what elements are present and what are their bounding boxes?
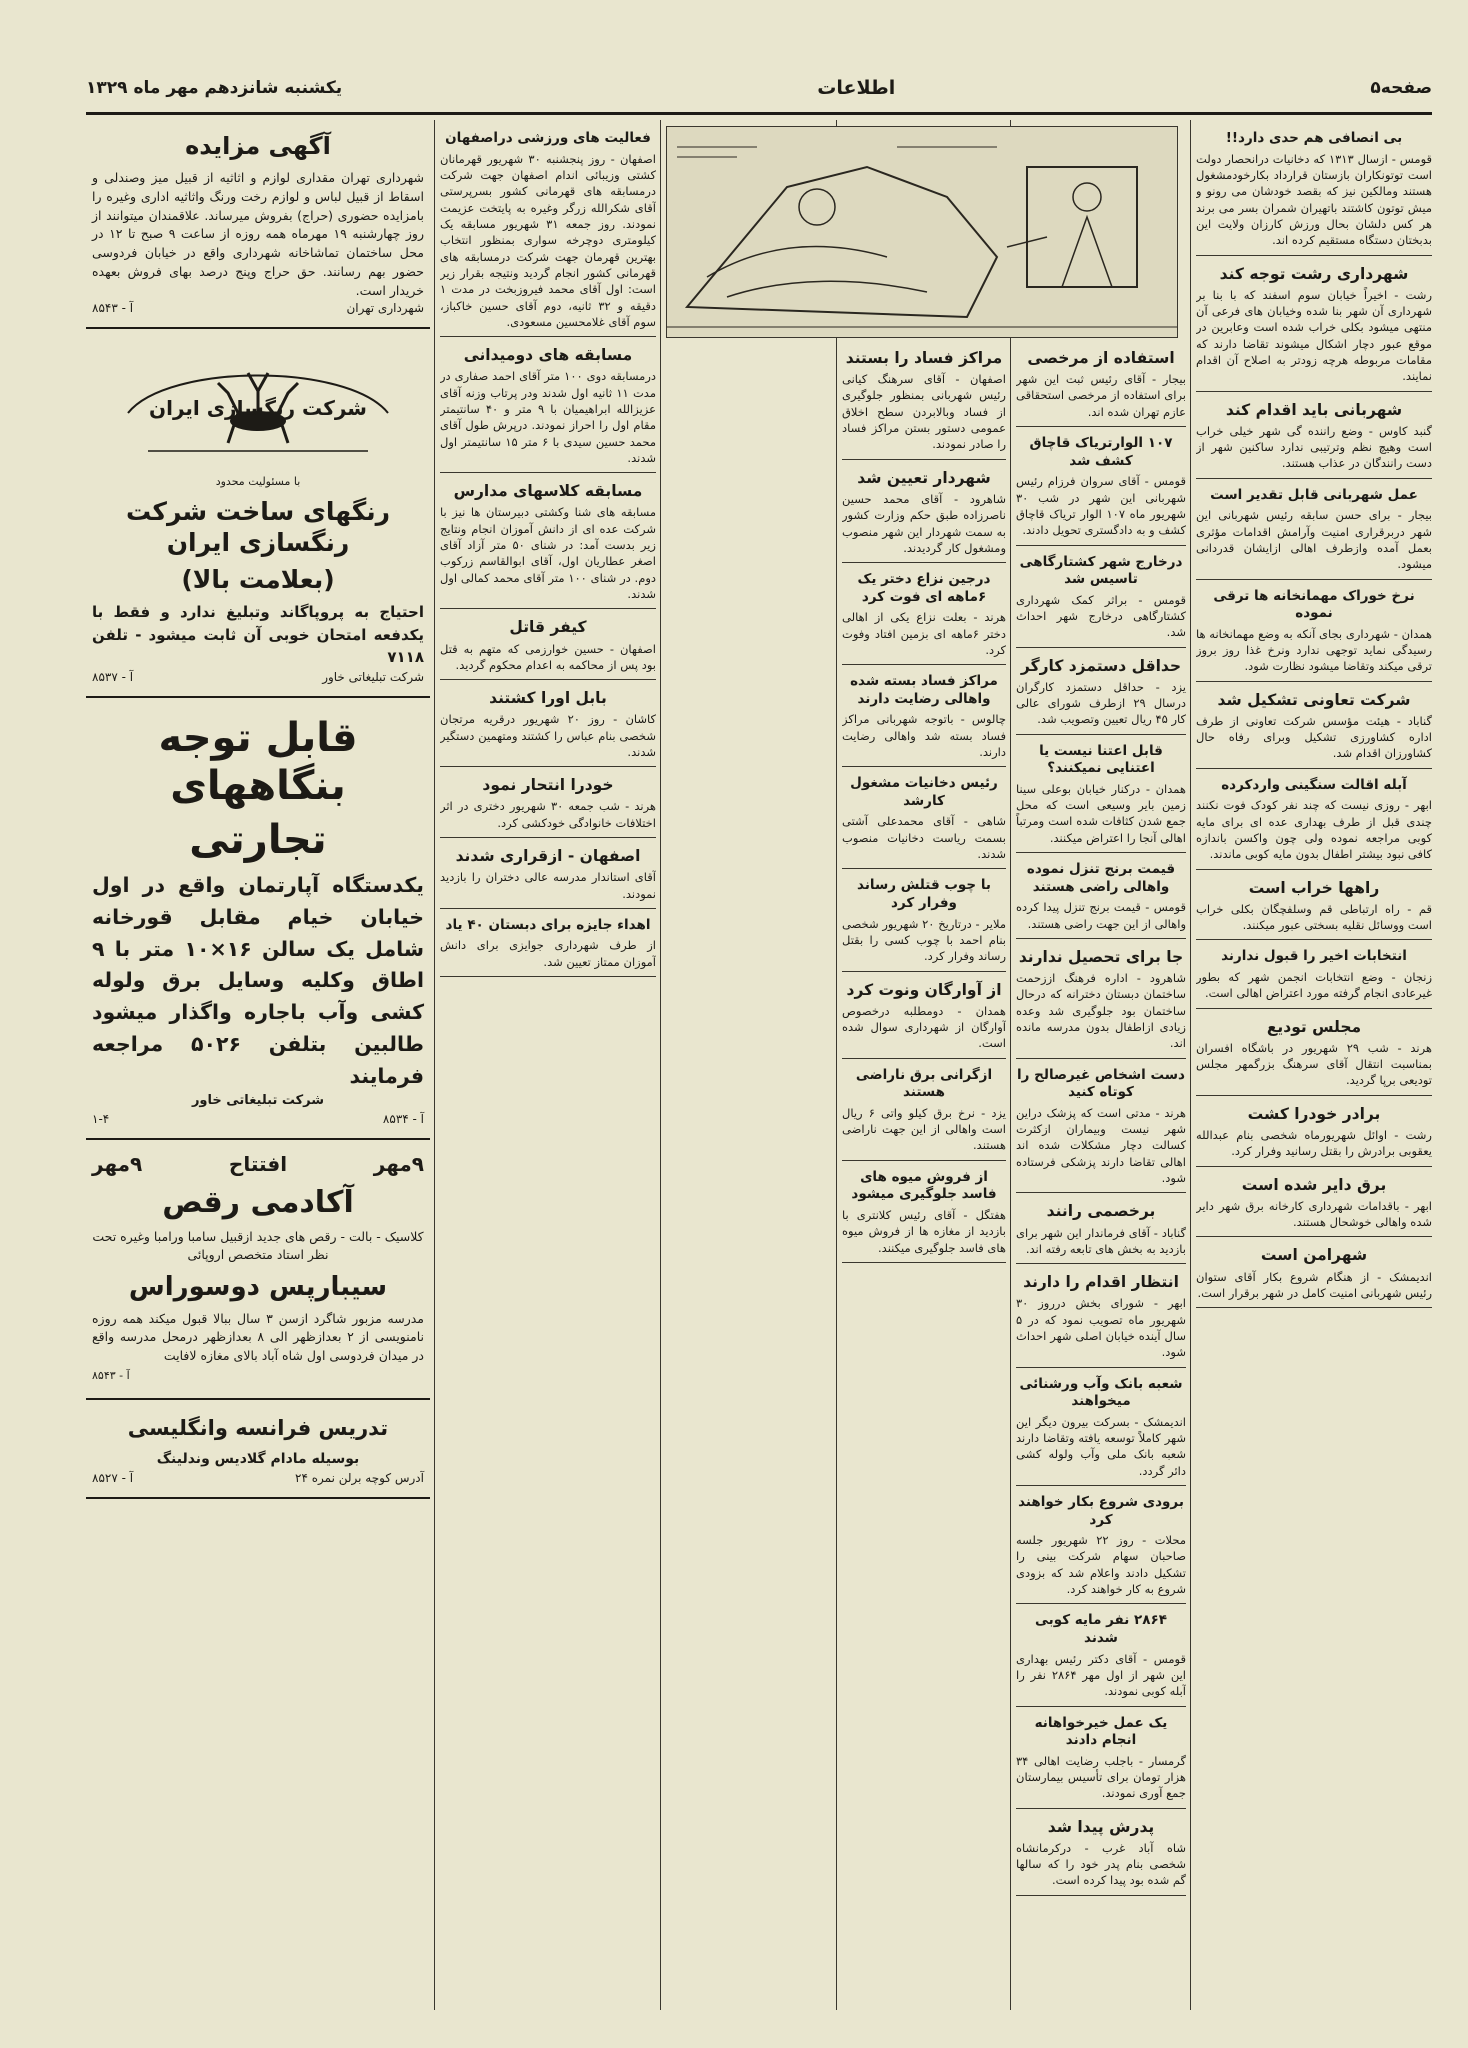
article-body: هرند - شب ۲۹ شهریور در باشگاه افسران بمناسبت انتقال آقای سرهنگ بزرگمهر مجلس تودیعی برپا گردید. (1196, 1040, 1432, 1088)
column-rule (1010, 120, 1011, 2010)
article-headline: حداقل دستمزد کارگر (1020, 656, 1182, 675)
realestate-code: آ - ۸۵۳۴ (382, 1111, 424, 1126)
article-body: گناباد - هیئت مؤسس شرکت تعاونی از طرف اداره کشاورزی تشکیل وبرای رفاه حال کشاورزان اقدام شد. (1196, 713, 1432, 761)
article-body: مسابقه های شنا وکشتی دبیرستان ها نیز با شرکت عده ای از دانش آموزان انجام ونتایج زیر بدست آمد: در شنای ۵۰ متر آزاد آقای اصغر عطاریان اول، آقای ابوالقاسم زرکوب دوم. در شنای ۱۰۰ متر آقای محمد کمالی اول شدند. (440, 505, 656, 602)
article-headline: شهرداری رشت توجه کند (1219, 264, 1409, 283)
article-divider (842, 1160, 1006, 1161)
paint-logo-text: شرکت رنگسازی ایران (149, 395, 367, 420)
article-headline: برخصمی رانند (1046, 1202, 1156, 1221)
article-headline: شرکت تعاونی تشکیل شد (1217, 690, 1411, 709)
article-headline: برادر خودرا کشت (1247, 1104, 1381, 1123)
article-body: ابهر - شورای بخش درروز ۳۰ شهریور ماه تصویب نمود که در ۵ سال آینده خیابان اصلی شهر احداث شود. (1016, 1296, 1186, 1360)
article-body: همدان - درکنار خیابان بوعلی سینا زمین بایر وسیعی است که محل جمع شدن کثافات شده است ومرتباً اهالی آنجا را اعتراض میکنند. (1016, 781, 1186, 845)
article-divider (1016, 1485, 1186, 1486)
article-divider (842, 1262, 1006, 1263)
paint-mark: (بعلامت بالا) (181, 565, 335, 595)
article-headline: انتظار اقدام را دارند (1023, 1273, 1179, 1292)
article-headline: قابل اعتنا نیست یا اعتنایی نمیکنند؟ (1039, 742, 1163, 777)
article-body: شاهی - آقای محمدعلی آشتی بسمت ریاست دخانیات منصوب شدند. (842, 814, 1006, 862)
article-body: قومس - براثر کمک شهرداری کشتارگاهی درخارج شهر احداث شد. (1016, 592, 1186, 640)
article-headline: عمل شهربانی قابل تقدیر است (1210, 486, 1418, 503)
lessons-ad (86, 1407, 430, 1491)
article-headline: ۲۸۶۴ نفر مایه کوبی شدند (1035, 1612, 1167, 1647)
auction-signer: شهرداری تهران (346, 301, 424, 316)
realestate-body: یکدستگاه آپارتمان واقع در اول خیابان خیام مقابل قورخانه شامل یک سالن ۱۶×۱۰ متر با ۹ اطاق وکلیه وسایل برق ولوله کشی وآب باجاره واگذار میشود طالبین بتلفن ۵۰۲۶ مراجعه فرمایند (92, 872, 424, 1088)
lessons-code: آ - ۸۵۲۷ (92, 1471, 134, 1486)
paint-code: آ - ۸۵۳۷ (92, 669, 134, 684)
article-body: قومس - آقای سروان فرزام رئیس شهربانی این شهر در شب ۳۰ شهریور ماه ۱۰۷ الوار تریاک قاچاق کشف و به دادگستری تحویل دادند. (1016, 474, 1186, 538)
lessons-body: بوسیله مادام گلادیس وندلینگ (156, 1451, 360, 1468)
news-column-1 (1196, 122, 1432, 2010)
masthead (86, 64, 1432, 115)
article-headline: از فروش میوه های فاسد جلوگیری میشود (851, 1168, 997, 1203)
lessons-address: آدرس کوچه برلن نمره ۲۴ (295, 1471, 424, 1486)
article-body: کاشان - روز ۲۰ شهریور درقریه مرتجان شخصی بنام عباس را کشتند ومتهمین دستگیر شدند. (440, 712, 656, 759)
article-divider (440, 679, 656, 680)
article-divider (1016, 1263, 1186, 1264)
article-headline: جا برای تحصیل ندارند (1018, 947, 1184, 966)
article-headline: برق دایر شده است (1241, 1175, 1387, 1194)
paint-title: رنگهای ساخت شرکت رنگسازی ایران (125, 496, 391, 557)
auction-body: شهرداری تهران مقداری لوازم و اثاثیه از قبیل میز وصندلی و اسقاط از قبیل لباس و لوازم رخت ورنگ واثاثیه اداری وغیره را بامزایده حضوری (حراج) بفروش میرساند. علاقمندان میتوانند از روز چهارشنبه ۱۹ مهرماه همه روزه از ساعت ۹ صبح تا ۱۲ در محل ساختمان تماشاخانه شهرداری واقع در خیابان فردوسی حضور بهم رسانند. حق حراج وپنج درصد بهای فروش بعهده خریدار است. (92, 170, 424, 298)
article-divider (1196, 1008, 1432, 1009)
article-divider (1196, 869, 1432, 870)
article-headline: راهها خراب است (1248, 878, 1380, 897)
article-divider (1016, 647, 1186, 648)
article-headline: مسابقه های دومیدانی (463, 346, 633, 365)
article-divider (1196, 939, 1432, 940)
article-divider (1196, 1236, 1432, 1237)
article-divider (440, 472, 656, 473)
article-divider (842, 766, 1006, 767)
article-body: درمسابقه دوی ۱۰۰ متر آقای احمد صفاری در مدت ۱۱ ثانیه اول شدند ودر پرتاب وزنه آقای عزیزالله ابراهیمیان با ۹ متر و ۴۰ سانتیمتر مقام اول را احراز نمودند. درپرش طول آقای محمد حسین سیدی با ۶ متر ۱۵ سانتیمتر اول شدند. (440, 369, 656, 465)
dance-ad (86, 1147, 430, 1391)
article-body: هرند - بعلت نزاع یکی از اهالی دختر ۶ماهه ای بزمین افتاد وفوت کرد. (842, 610, 1006, 657)
article-body: اصفهان - روز پنجشنبه ۳۰ شهریور قهرمانان کشتی وزیبائی اندام اصفهان جهت شرکت درمسابقه های قهرمانی کشور بسرپرستی آقای شکرالله زرگر وغیره به پایتخت عزیمت نمودند. روز جمعه ۳۱ شهریور مسابقه یک کیلومتری دوچرخه سواری بمنظور انتخاب بهترین قهرمان جهت شرکت درمسابقه های قهرمانی کشور انجام گردید ونتیجه بقرار زیر است: اول آقای محمد فیروزبخت در مدت ۱ دقیقه و ۳۲ ثانیه، دوم آقای حسین خاکباز، سوم آقای غلامحسین مسعودی. (440, 151, 656, 329)
article-divider (440, 837, 656, 838)
article-headline: بابل اورا کشتند (489, 689, 607, 708)
article-headline: از آوارگان ونوت کرد (846, 980, 1002, 999)
article-divider (1196, 1095, 1432, 1096)
article-divider (1016, 1808, 1186, 1809)
article-body: قومس - ازسال ۱۳۱۳ که دخانیات درانحصار دولت است توتونکاران بازستان قرارداد بکارخودمشغول هستند ومالکین نیز که بقصد خودشان می رونو و میش توتون کاشتند باتهیران شمران بسر می برند هر کس دلشان بحال ورزش کارزان ولایت این بدبختان دستگاه مستقیم کرده اند. (1196, 151, 1432, 248)
article-divider (1196, 255, 1432, 256)
article-divider (1016, 1895, 1186, 1896)
article-headline: برودی شروع بکار خواهند کرد (1018, 1494, 1184, 1528)
article-headline: شهربانی باید اقدام کند (1225, 400, 1403, 419)
article-divider (1196, 1307, 1432, 1308)
article-body: محلات - روز ۲۲ شهریور جلسه صاحبان سهام شرکت بینی را تشکیل دادند واعلام شد که بزودی شروع به کار خواهند کرد. (1016, 1533, 1186, 1597)
article-headline: مجلس تودیع (1266, 1017, 1362, 1036)
article-divider (1016, 1603, 1186, 1604)
page-number: صفحه۵ (1370, 78, 1432, 98)
dance-body2: مدرسه مزبور شاگرد ازسن ۳ سال ببالا قبول میکند همه روزه نامنویسی از ۲ بعدازظهر الی ۸ بعدازظهر درمحل مدرسه واقع در میدان فردوسی اول شاه آباد بالای مغازه لافایت (92, 1310, 425, 1364)
article-body: رشت - اخیراً خیابان سوم اسفند که با بنا بر شهرداری آن شهر بنا شده وخیابان های فرعی آن منتهی میشود بکلی خراب شده است وعابرین در موقع عبور دچار اشکال میشوند تقاضا دارند که مقامات مربوطه هرچه زودتر به اصلاح آن اقدام نمایند. (1196, 287, 1432, 384)
article-headline: نرخ خوراک مهمانخانه ها ترقی نموده (1213, 587, 1415, 622)
ads-column (86, 122, 430, 2010)
article-divider (842, 1058, 1006, 1059)
issue-date: یکشنبه شانزدهم مهر ماه ۱۳۲۹ (86, 78, 343, 98)
article-body: زنجان - وضع انتخابات انجمن شهر که بطور غیرعادی انجام گرفته مورد اعتراض اهالی است. (1196, 970, 1432, 1001)
realestate-num: ۱-۴ (92, 1111, 110, 1126)
article-body: گرمسار - باجلب رضایت اهالی ۳۴ هزار تومان برای تأسیس بیمارستان جمع آوری نمودند. (1016, 1753, 1186, 1801)
article-divider (1196, 579, 1432, 580)
article-headline: فعالیت های ورزشی دراصفهان (445, 130, 651, 146)
paint-body: احتیاج به پروپاگاند وتبلیغ ندارد و فقط با یکدفعه امتحان خوبی آن ثابت میشود - تلفن ۷۱۱۸ (92, 603, 424, 667)
article-body: همدان - دومطلبه درخصوص آوارگان از شهرداری سوال شده است. (842, 1003, 1006, 1051)
article-divider (1016, 734, 1186, 735)
article-divider (1196, 768, 1432, 769)
article-divider (1196, 391, 1432, 392)
article-headline: شعبه بانک وآب ورشنائی میخواهند (1019, 1375, 1183, 1410)
article-headline: ۱۰۷ الوارتریاک قاچاق کشف شد (1029, 435, 1173, 469)
auction-title: آگهی مزایده (185, 132, 331, 160)
article-headline: دست اشخاص غیرصالح را کوتاه کنید (1017, 1066, 1185, 1101)
column-rule (836, 120, 837, 2010)
dance-date-1: ۹مهر (373, 1151, 424, 1176)
column-rule (660, 120, 661, 2010)
article-body: یزد - حداقل دستمزد کارگران درسال ۲۹ ازطرف شورای عالی کار ۴۵ ریال تعیین وتصویب شد. (1016, 679, 1186, 727)
article-divider (1016, 852, 1186, 853)
realestate-title1: قابل توجه بنگاههای (158, 714, 358, 809)
news-column-4 (440, 122, 656, 2010)
article-body: شاه آباد غرب - درکرمانشاه شخصی بنام پدر خود را که سالها گم شده بود پیدا کرده است. (1016, 1840, 1186, 1888)
article-divider (1016, 426, 1186, 427)
article-headline: درخارج شهر کشتارگاهی تاسیس شد (1019, 553, 1183, 588)
cartoon-illustration (667, 127, 1177, 337)
article-body: بیجار - آقای رئیس ثبت این شهر برای استفاده از مرخصی استحقاقی عازم تهران شده اند. (1016, 372, 1186, 419)
article-divider (440, 976, 656, 977)
article-divider (440, 608, 656, 609)
article-divider (440, 336, 656, 337)
article-divider (842, 971, 1006, 972)
paint-logo-sub: با مسئولیت محدود (215, 475, 301, 489)
newspaper-name: اطلاعات (817, 77, 896, 99)
column-rule (1190, 120, 1191, 2010)
article-headline: درجین نزاع دختر یک ۶ماهه ای فوت کرد (857, 571, 991, 605)
article-body: قم - راه ارتباطی قم وسلفچگان بکلی خراب است ووسائل نقلیه بسختی عبور میکنند. (1196, 901, 1432, 933)
article-body: اندیمشک - از هنگام شروع بکار آقای ستوان رئیس شهربانی امنیت کامل در شهر برقرار است. (1196, 1269, 1432, 1300)
article-body: شاهرود - اداره فرهنگ اززحمت ساختمان دبستان دخترانه که درحال ساختمان بود جلوگیری شد وعده زیادی ازاطفال بدون مدرسه مانده اند. (1016, 971, 1186, 1051)
article-divider (1196, 1166, 1432, 1167)
article-body: قومس - آقای دکتر رئیس بهداری این شهر از اول مهر ۲۸۶۴ نفر را آبله کوبی نمودند. (1016, 1651, 1186, 1699)
article-body: گنبد کاوس - وضع راننده گی شهر خیلی خراب است وهیچ نظم وترتیبی ندارد ساکنین شهر از دست رانندگان در عذاب هستند. (1196, 423, 1432, 471)
realestate-ad (86, 705, 430, 1131)
article-body: هرند - مدتی است که پزشک دراین شهر نیست وبیماران ازکثرت کسالت دچار مشکلات شده اند اهالی تقاضا دارند پزشکی فرستاده شود. (1016, 1105, 1186, 1186)
article-headline: رئیس دخانیات مشغول کارشد (850, 775, 998, 809)
article-body: اندیمشک - بسرکت بیرون دیگر این شهر کاملاً توسعه یافته وتقاضا دارند شعبه بانک ملی وآب ولوله کشی دائر گردد. (1016, 1414, 1186, 1478)
article-headline: ازگرانی برق ناراضی هستند (855, 1066, 993, 1101)
article-body: چالوس - باتوجه شهربانی مراکز فساد بسته شد واهالی رضایت دارند. (842, 712, 1006, 760)
article-divider (1016, 1367, 1186, 1368)
article-body: هرند - شب جمعه ۳۰ شهریور دختری در اثر اختلافات خانوادگی خودکشی کرد. (440, 799, 656, 830)
article-body: اصفهان - حسین خوارزمی که متهم به قتل بود پس از محاکمه به اعدام محکوم گردید. (440, 641, 656, 672)
article-divider (440, 766, 656, 767)
article-body: یزد - نرخ برق کیلو واتی ۶ ریال است واهالی از این جهت ناراضی هستند. (842, 1105, 1006, 1153)
article-body: رشت - اوائل شهریورماه شخصی بنام عبدالله یعقوبی برادرش را بقتل رسانید وفرار کرد. (1196, 1127, 1432, 1159)
article-headline: مراکز فساد را بستند (845, 349, 1003, 367)
article-body: هفتگل - آقای رئیس کلانتری با بازدید از مغازه ها از فروش میوه های فاسد جلوگیری میکنند. (842, 1207, 1006, 1255)
article-divider (1016, 1058, 1186, 1059)
auction-ad (86, 122, 430, 320)
article-headline: شهردار تعیین شد (857, 468, 991, 487)
article-headline: خودرا انتحار نمود (482, 776, 614, 795)
article-body: قومس - قیمت برنج تنزل پیدا کرده واهالی از این جهت راضی هستند. (1016, 900, 1186, 931)
column-rule (434, 120, 435, 2010)
article-headline: شهرامن است (1260, 1246, 1368, 1265)
article-divider (1016, 938, 1186, 939)
article-headline: اصفهان - ازقراری شدند (455, 847, 641, 866)
article-divider (1016, 1706, 1186, 1707)
news-column-2 (1016, 340, 1186, 2008)
article-body: همدان - شهرداری بجای آنکه به وضع مهمانخانه ها رسیدگی نماید توجهی ندارد ونرخ غذا روز بروز ترقی میکند وتقاضا میشود نظارت شود. (1196, 626, 1432, 674)
article-divider (842, 459, 1006, 460)
article-body: گناباد - آقای فرماندار این شهر برای بازدید به بخش های تابعه رفته اند. (1016, 1225, 1186, 1256)
realestate-agency: شرکت تبلیغاتی خاور (191, 1093, 325, 1109)
article-divider (1016, 545, 1186, 546)
article-headline: قیمت برنج تنزل نموده واهالی راضی هستند (1026, 861, 1176, 895)
article-divider (842, 562, 1006, 563)
article-headline: اهداء جایزه برای دبستان ۴۰ یاد (445, 916, 651, 933)
paint-ad (86, 336, 430, 689)
lessons-title: تدریس فرانسه وانگلیسی (127, 1415, 389, 1440)
editorial-cartoon (666, 126, 1178, 338)
news-column-3 (842, 340, 1006, 2008)
article-headline: بی انصافی هم حدی دارد!! (1225, 130, 1403, 146)
article-divider (842, 664, 1006, 665)
auction-code: آ - ۸۵۴۳ (92, 301, 134, 316)
dance-code: آ - ۸۵۴۳ (92, 1368, 130, 1382)
article-headline: با چوب قتلش رساند وفرار کرد (857, 877, 991, 912)
realestate-title2: تجارتی (189, 816, 327, 863)
dance-title: آکادمی رقص (162, 1185, 354, 1221)
dance-opening: افتتاح (228, 1151, 288, 1176)
article-body: ملایر - درتاریخ ۲۰ شهریور شخصی بنام احمد با چوب کسی را بقتل رساند وفرار کرد. (842, 916, 1006, 964)
article-headline: مراکز فساد بسته شده واهالی رضایت دارند (850, 673, 998, 707)
article-headline: کیفر قاتل (509, 618, 587, 637)
article-divider (1196, 681, 1432, 682)
article-body: ابهر - روزی نیست که چند نفر کودک فوت نکنند چندی قبل از طرف بهداری عده ای برای مایه کوبی مراجعه نموده ولی چون واکسن باندازه کافی نبود بیشتر اطفال بدون مایه کوبی ماندند. (1196, 798, 1432, 862)
dance-teacher: سیبارپس دوسوراس (128, 1272, 388, 1303)
article-divider (440, 908, 656, 909)
article-body: شاهرود - آقای محمد حسین ناصرزاده طبق حکم وزارت کشور به سمت شهردار این شهر منصوب ومشغول کار گردیدند. (842, 491, 1006, 555)
dance-date-2: ۹مهر (92, 1151, 143, 1176)
article-divider (1196, 478, 1432, 479)
article-body: از طرف شهرداری جوایزی برای دانش آموزان ممتاز تعیین شد. (440, 938, 656, 969)
paint-logo (92, 343, 424, 489)
news-column-4b (666, 340, 832, 2008)
article-body: ابهر - باقدامات شهرداری کارخانه برق شهر دایر شده واهالی خوشحال هستند. (1196, 1198, 1432, 1230)
article-headline: آبله اقالت سنگینی واردکرده (1221, 776, 1407, 793)
article-body: بیجار - برای حسن سابقه رئیس شهربانی این شهر دربرقراری امنیت وآرامش اقدامات مؤثری بعمل آمده وازطرف اهالی ازایشان قدردانی میشود. (1196, 508, 1432, 572)
article-body: اصفهان - آقای سرهنگ کیانی رئیس شهربانی بمنظور جلوگیری از فساد وبالابردن سطح اخلاق عمومی دستور بستن مراکز فساد را صادر نمودند. (842, 372, 1006, 452)
dance-body: کلاسیک - بالت - رقص های جدید ازقبیل سامبا ورامبا وغیره تحت نظر استاد متخصص اروپائی (92, 1228, 424, 1263)
paint-agency: شرکت تبلیغاتی خاور (322, 669, 424, 684)
article-headline: انتخابات اخیر را قبول ندارند (1221, 948, 1407, 965)
article-headline: یک عمل خیرخواهانه انجام دادند (1034, 1714, 1168, 1749)
article-headline: پدرش پیدا شد (1047, 1817, 1155, 1836)
article-headline: استفاده از مرخصی (1027, 349, 1175, 367)
article-divider (1016, 1192, 1186, 1193)
article-body: آقای استاندار مدرسه عالی دختران را بازدید نمودند. (440, 870, 656, 901)
article-headline: مسابقه کلاسهای مدارس (453, 482, 643, 501)
article-divider (842, 868, 1006, 869)
